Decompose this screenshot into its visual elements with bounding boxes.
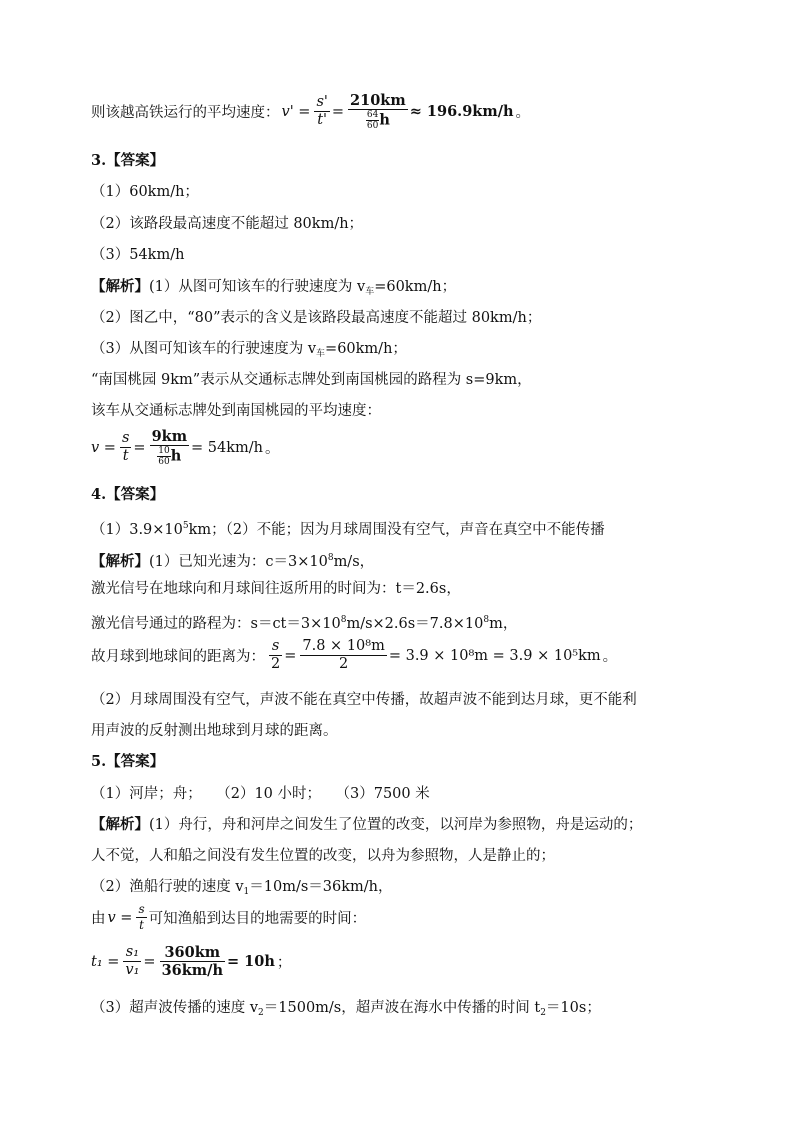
q5-explain-4: 由 v = $\frac{s}{t}$ 可知渔船到达目的地需要的时间： [91, 902, 367, 932]
fraction: 210km $\frac{64}{60}$ h [350, 92, 406, 131]
q3-equation: v = $\frac{s}{t}$ = 9km $\frac{10}{60}$ h = 54km/h 。 [91, 428, 280, 467]
q4-equation: 故月球到地球间的距离为： $\frac{s}{2}$ = $\frac{\text{7.8 × 10⁸m}}{2}$ = 3.9 × 10⁸m = 3.9 × 10⁵km 。 [91, 638, 618, 672]
q4-heading: 4.【答案】 [91, 486, 165, 503]
q4-explain-1: 【解析】(1）已知光速为：$c=3\times 10^8m/s$， [91, 553, 375, 570]
q3-explain-3: （3）从图可知该车的行驶速度为 $v_车=60km/h$； [91, 341, 407, 359]
q3-answer-1: （1）60km/h； [91, 184, 199, 200]
q5-answer-1: （1）河岸；舟； （2）10 小时； （3）7500 米 [91, 786, 430, 802]
q5-equation: t₁ = $\frac{\text{s₁}}{\text{v₁}}$ = $\frac{360km}{36km/h}$ = 10h ； [91, 944, 292, 979]
q3-explain-1: 【解析】(1）从图可知该车的行驶速度为 $v_车=60km/h$； [91, 278, 457, 297]
q3-heading: 3.【答案】 [91, 152, 165, 169]
q4-explain-5: （2）月球周围没有空气，声波不能在真空中传播，故超声波不能到达月球，更不能利 [91, 692, 637, 708]
q3-answer-2: （2）该路段最高速度不能超过 80km/h； [91, 216, 364, 232]
avg-speed-train-line: 则该越高铁运行的平均速度： v' = $\frac{s'}{t'}$ = 210km $\frac{64}{60}$ h ≈ 196.9km/h 。 [91, 92, 531, 131]
q4-explain-2: 激光信号在地球向和月球间往返所用的时间为：t＝2.6s， [91, 581, 461, 597]
eq-lhs: v' = [281, 103, 311, 120]
q5-explain-3: （2）渔船行驶的速度 $v_1=10m/s=36km/h$， [91, 879, 393, 897]
fraction: $\frac{s'}{t'}$ [316, 94, 328, 128]
q3-explain-2: （2）图乙中，“80”表示的含义是该路段最高速度不能超过 80km/h； [91, 310, 542, 326]
q5-heading: 5.【答案】 [91, 753, 165, 770]
text: 则该越高铁运行的平均速度： [91, 105, 280, 121]
q3-explain-4: “南国桃园 9km”表示从交通标志牌处到南国桃园的路程为 s=9km， [91, 372, 532, 388]
q4-answer-1: $(1)3.9\times 10^5km$；（2）不能；因为月球周围没有空气，声音在真空中不能传播 [91, 521, 605, 538]
q4-explain-3: 激光信号通过的路程为：$s=ct=3\times 10^8m/s\times 2.6s=7.8\times 10^8m$， [91, 615, 518, 632]
eq-result: ≈ 196.9km/h [409, 103, 514, 120]
q5-explain-2: 人不觉，人和船之间没有发生位置的改变，以舟为参照物，人是静止的； [91, 848, 555, 864]
q3-explain-5: 该车从交通标志牌处到南国桃园的平均速度： [91, 403, 381, 419]
q5-explain-6: （3）超声波传播的速度 $v_2=1500m/s$，超声波在海水中传播的时间 $t_2=10s$； [91, 1000, 601, 1018]
q4-explain-6: 用声波的反射测出地球到月球的距离。 [91, 723, 338, 739]
q5-explain-1: 【解析】(1）舟行，舟和河岸之间发生了位置的改变，以河岸为参照物，舟是运动的； [91, 816, 643, 833]
q3-answer-3: （3）54km/h [91, 247, 185, 263]
